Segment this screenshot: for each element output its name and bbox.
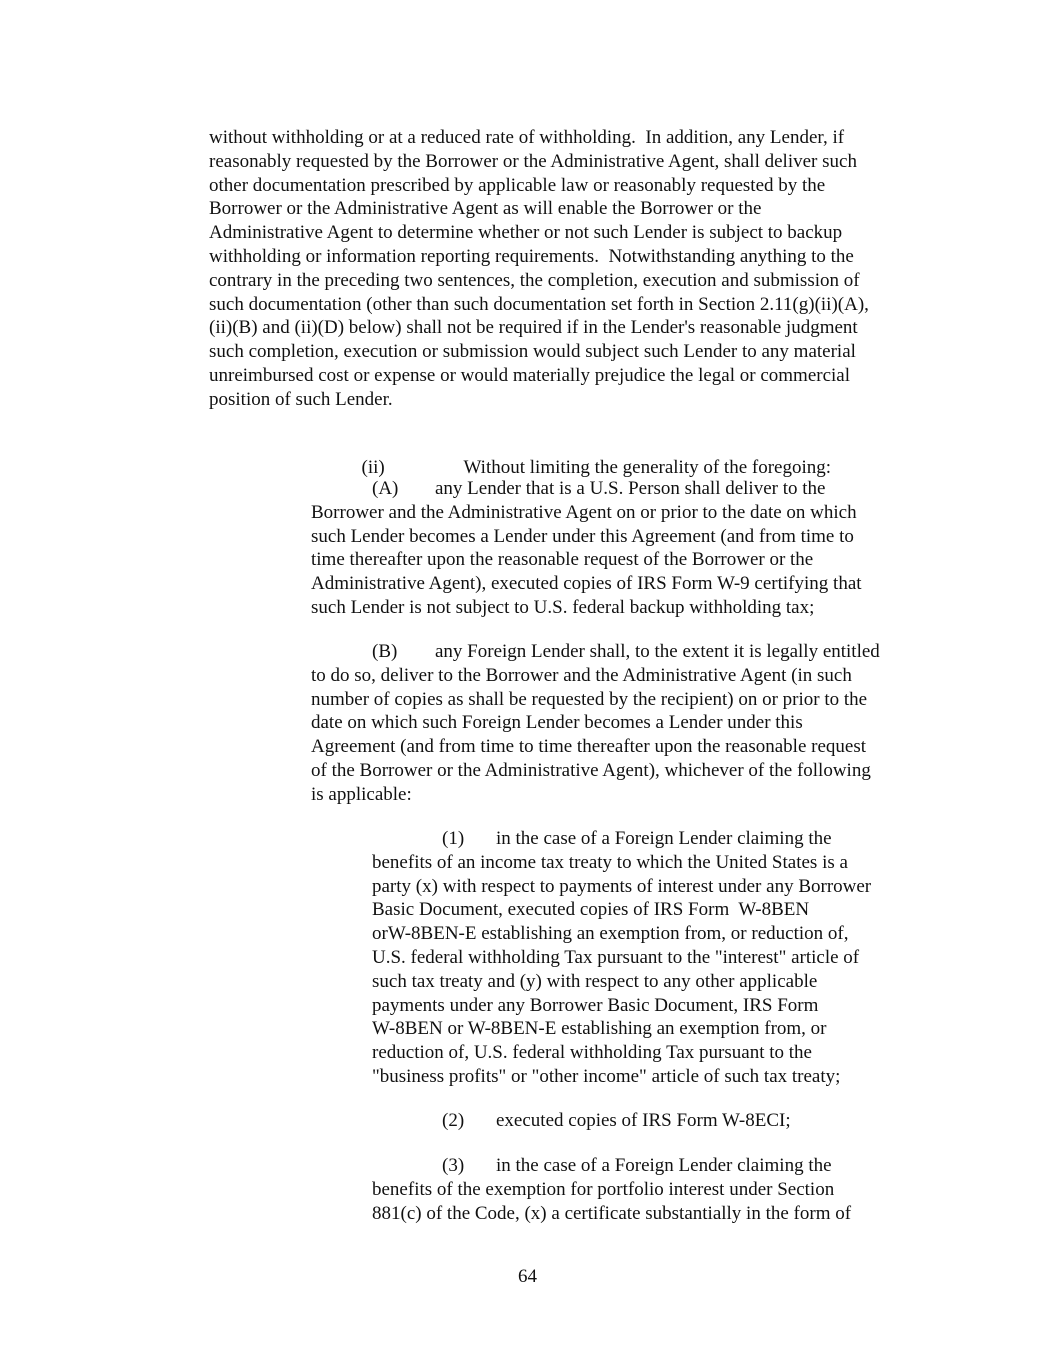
clause-1-label: (1) <box>442 828 465 849</box>
intro-line: reasonably requested by the Borrower or the Administrative Agent, shall deliver such <box>209 150 857 172</box>
clause-1-line: payments under any Borrower Basic Document, IRS Form <box>372 994 819 1016</box>
clause-b-label: (B) <box>372 641 398 662</box>
clause-1-line: U.S. federal withholding Tax pursuant to the "interest" article of <box>372 946 860 968</box>
clause-1-first-line: in the case of a Foreign Lender claiming the <box>496 828 832 849</box>
clause-a <box>311 477 862 620</box>
clause-b-first-line: any Foreign Lender shall, to the extent it is legally entitled <box>435 641 880 662</box>
clause-1-line: such tax treaty and (y) with respect to any other applicable <box>372 970 818 992</box>
clause-b-line: of the Borrower or the Administrative Agent), whichever of the following <box>311 759 871 781</box>
clause-b-line: Agreement (and from time to time thereafter upon the reasonable request <box>311 736 866 758</box>
clause-3-label: (3) <box>442 1155 465 1176</box>
intro-line: such completion, execution or submission would subject such Lender to any material <box>209 341 856 363</box>
clause-3-line: benefits of the exemption for portfolio interest under Section <box>372 1178 835 1200</box>
intro-line: contrary in the preceding two sentences, the completion, execution and submission of <box>209 269 860 291</box>
clause-a-line: Borrower and the Administrative Agent on or prior to the date on which <box>311 501 857 523</box>
clause-1-line: W-8BEN or W-8BEN-E establishing an exemption from, or <box>372 1018 827 1040</box>
intro-line: Administrative Agent to determine whether or not such Lender is subject to backup <box>209 222 843 244</box>
intro-line: such documentation (other than such documentation set forth in Section 2.11(g)(ii)(A), <box>209 293 869 315</box>
clause-2-label: (2) <box>442 1110 465 1131</box>
clause-b-line: number of copies as shall be requested by the recipient) on or prior to the <box>311 688 868 710</box>
clause-ii-text: Without limiting the generality of the foregoing: <box>463 456 832 478</box>
intro-line: withholding or information reporting requirements. Notwithstanding anything to the <box>209 245 854 267</box>
clause-b <box>311 640 880 807</box>
clause-a-label: (A) <box>372 478 399 499</box>
intro-line: Borrower or the Administrative Agent as will enable the Borrower or the <box>209 198 762 220</box>
clause-a-line: Administrative Agent), executed copies of IRS Form W-9 certifying that <box>311 573 862 595</box>
intro-line: other documentation prescribed by applicable law or reasonably requested by the <box>209 174 826 196</box>
clause-3-first-line: in the case of a Foreign Lender claiming the <box>496 1155 832 1176</box>
clause-b-line: is applicable: <box>311 783 412 805</box>
clause-1 <box>372 827 871 1089</box>
clause-1-line: party (x) with respect to payments of interest under any Borrower <box>372 875 872 897</box>
clause-a-first-line: any Lender that is a U.S. Person shall deliver to the <box>435 478 826 499</box>
clause-ii-label: (ii) <box>361 456 385 478</box>
intro-line: (ii)(B) and (ii)(D) below) shall not be required if in the Lender's reasonable judgment <box>209 317 858 339</box>
clause-2 <box>372 1109 791 1133</box>
clause-3 <box>372 1154 851 1225</box>
page-number: 64 <box>518 1266 537 1287</box>
clause-a-line: such Lender is not subject to U.S. federal backup withholding tax; <box>311 596 815 618</box>
intro-line: position of such Lender. <box>209 388 393 410</box>
clause-3-line: 881(c) of the Code, (x) a certificate substantially in the form of <box>372 1202 852 1224</box>
clause-a-line: such Lender becomes a Lender under this Agreement (and from time to <box>311 525 854 547</box>
intro-paragraph <box>209 126 869 412</box>
clause-1-line: "business profits" or "other income" article of such tax treaty; <box>372 1065 841 1087</box>
intro-line: unreimbursed cost or expense or would materially prejudice the legal or commercial <box>209 364 851 386</box>
clause-1-line: Basic Document, executed copies of IRS Form W-8BEN <box>372 899 810 921</box>
clause-1-line: orW-8BEN-E establishing an exemption from, or reduction of, <box>372 923 849 945</box>
clause-1-line: benefits of an income tax treaty to which the United States is a <box>372 851 848 873</box>
intro-line: without withholding or at a reduced rate of withholding. In addition, any Lender, if <box>209 127 845 148</box>
clause-2-first-line: executed copies of IRS Form W-8ECI; <box>496 1110 791 1131</box>
clause-a-line: time thereafter upon the reasonable request of the Borrower or the <box>311 549 814 571</box>
clause-b-line: date on which such Foreign Lender becomes a Lender under this <box>311 712 803 734</box>
clause-b-line: to do so, deliver to the Borrower and the Administrative Agent (in such <box>311 664 852 686</box>
clause-1-line: reduction of, U.S. federal withholding Tax pursuant to the <box>372 1042 812 1064</box>
